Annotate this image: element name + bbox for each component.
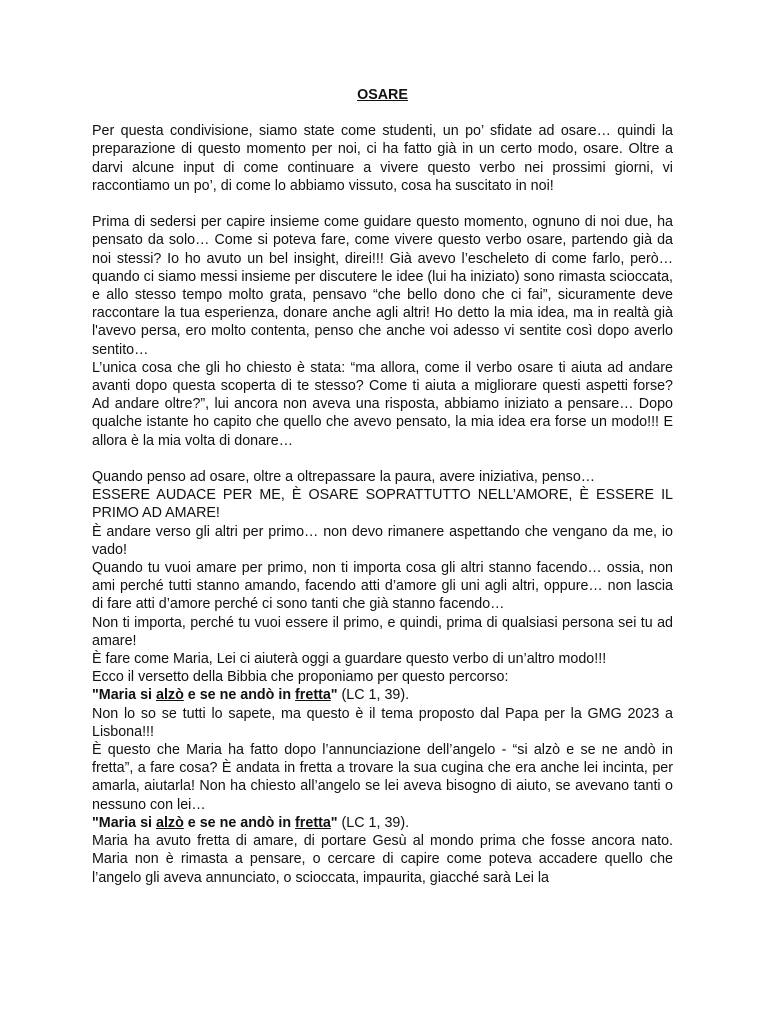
paragraph-bible-verse-intro: Ecco il versetto della Bibbia che proponiamo per questo percorso: (92, 669, 509, 686)
paragraph-question: L’unica cosa che gli ho chiesto è stata: “ma allora, come il verbo osare ti aiuta ad andare avanti dopo questa scoperta di te stesso? Come ti aiuta a migliorare questi aspetti forse? Ad andare oltre?”, lui ancora non aveva una risposta, abbiamo iniziato a pensare… Dopo qualche istante ho capito che quello che avevo pensato, la mia idea era forse un modo!!! E allora è la mia volta di donare… (92, 359, 673, 449)
paragraph-go-first: È andare verso gli altri per primo… non devo rimanere aspettando che vengano da me, io vado! (92, 523, 673, 558)
paragraph-love-first: Quando tu vuoi amare per primo, non ti importa cosa gli altri stanno facendo… ossia, non ami perché tutti stanno amando, facendo atti d’amore gli uni agli altri, oppure… non lascia di fare atti d’amore perché ci sono tanti che già stanno facendo… (92, 560, 673, 613)
paragraph-annunciation: È questo che Maria ha fatto dopo l’annunciazione dell’angelo - “si alzò e se ne andò in fretta”, a fare cosa? È andata in fretta a trovare la sua cugina che era anche lei incinta, per amarla, aiutarla! Non ha chiesto all’angelo se lei aveva bisogno di aiuto, se avevano tanti o nessuno con lei… (92, 742, 673, 813)
quote-word-alzo: alzò (156, 814, 184, 831)
paragraph-audace: ESSERE AUDACE PER ME, È OSARE SOPRATTUTTO NELL’AMORE, È ESSERE IL PRIMO AD AMARE! (92, 487, 673, 522)
quote-open: "Maria si (92, 687, 156, 704)
document-page (92, 86, 673, 887)
paragraph-maria-haste: Maria ha avuto fretta di amare, di portare Gesù al mondo prima che fosse ancora nato. Maria non è rimasta a pensare, o cercare di capire come poteva accadere quello che l’angelo gli aveva annunciato, o scioccata, impaurita, giacché sarà Lei la (92, 833, 673, 886)
quote-close: " (330, 687, 338, 704)
quote-word-fretta: fretta (295, 687, 331, 704)
quote-reference: (LC 1, 39). (337, 814, 410, 831)
quote-middle: e se ne andò in (183, 814, 296, 831)
quote-open: "Maria si (92, 814, 156, 831)
quote-close: " (330, 814, 338, 831)
paragraph-osare-thought: Quando penso ad osare, oltre a oltrepassare la paura, avere iniziativa, penso… (92, 469, 596, 486)
quote-reference: (LC 1, 39). (337, 687, 410, 704)
paragraph-no-matter: Non ti importa, perché tu vuoi essere il primo, e quindi, prima di qualsiasi persona sei tu ad amare! (92, 614, 673, 649)
paragraph-intro: Per questa condivisione, siamo state come studenti, un po’ sfidate ad osare… quindi la preparazione di questo momento per noi, ci ha fatto già in un certo modo, osare. Oltre a darvi alcune input di come continuare a vivere questo verbo nei prossimi giorni, vi raccontiamo un po’, di come lo abbiamo vissuto, cosa ha suscitato in noi! (92, 123, 673, 194)
quote-middle: e se ne andò in (183, 687, 296, 704)
document-title: OSARE (357, 87, 408, 103)
bible-quote-repeat (92, 814, 673, 832)
paragraph-like-maria: È fare come Maria, Lei ci aiuterà oggi a guardare questo verbo di un’altro modo!!! (92, 651, 607, 668)
quote-word-fretta: fretta (295, 814, 331, 831)
paragraph-gmg: Non lo so se tutti lo sapete, ma questo è il tema proposto dal Papa per la GMG 2023 a Lisbona!!! (92, 705, 673, 740)
quote-word-alzo: alzò (156, 687, 184, 704)
bible-quote (92, 686, 673, 704)
paragraph-preparation: Prima di sedersi per capire insieme come guidare questo momento, ognuno di noi due, ha pensato da solo… Come si poteva fare, come vivere questo verbo osare, partendo già da noi stessi? Io ho avuto un bel insight, direi!!! Già avevo l’escheleto di come farlo, però… quando ci siamo messi insieme per discutere le idee (lui ha iniziato) sono rimasta scioccata, e allo stesso tempo molto grata, pensavo “che bello dono che ci fai”, sicuramente deve raccontare la tua esperienza, donare anche agli altri! Ho detto la mia idea, ma in realtà già l'avevo persa, ero molto contenta, penso che anche voi adesso vi sentite così dopo averlo sentito… (92, 214, 673, 358)
